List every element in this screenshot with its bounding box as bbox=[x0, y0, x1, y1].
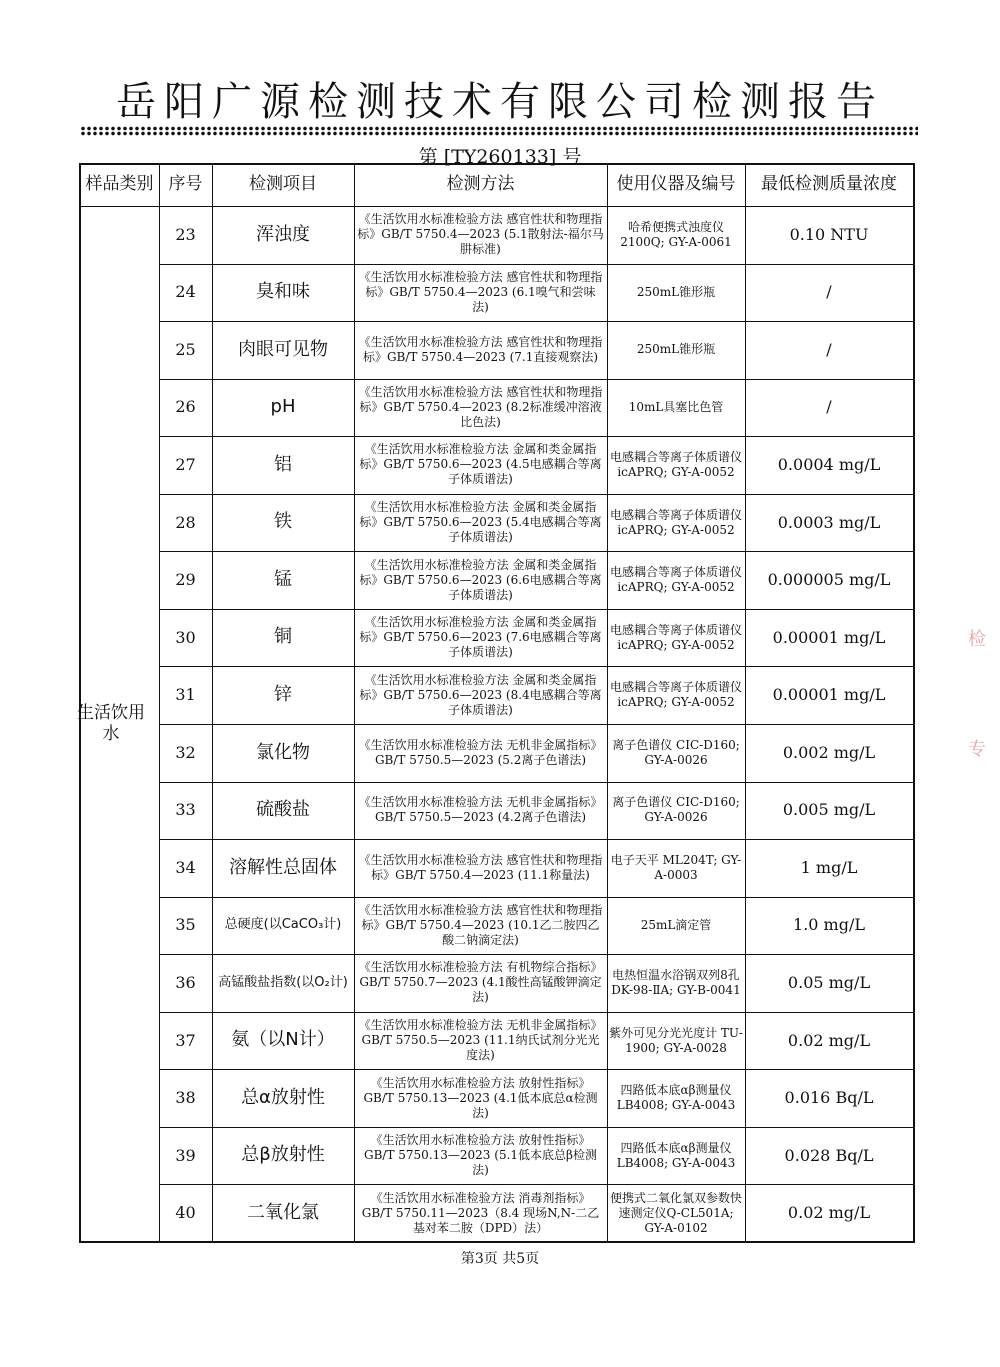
detection-limit: 0.0003 mg/L bbox=[777, 512, 881, 532]
row-number: 28 bbox=[175, 512, 196, 532]
row-number: 34 bbox=[175, 857, 196, 877]
report-number: 第 [TY260133] 号 bbox=[418, 146, 582, 168]
instrument: 离子色谱仪 CIC-D160; GY-A-0026 bbox=[612, 737, 740, 767]
test-item: 氯化物 bbox=[256, 741, 310, 763]
test-method: 《生活饮用水标准检验方法 金属和类金属指标》GB/T 5750.6—2023 (5.4电感耦合等离子体质谱法) bbox=[359, 500, 602, 545]
test-method: 《生活饮用水标准检验方法 金属和类金属指标》GB/T 5750.6—2023 (7.6电感耦合等离子体质谱法) bbox=[359, 615, 602, 660]
header-instrument: 使用仪器及编号 bbox=[616, 174, 736, 195]
row-number: 40 bbox=[175, 1203, 196, 1223]
detection-limit: / bbox=[826, 282, 832, 302]
row-number: 26 bbox=[175, 397, 196, 417]
row-number: 31 bbox=[175, 685, 196, 705]
header-number: 序号 bbox=[168, 174, 203, 195]
instrument: 250mL锥形瓶 bbox=[636, 342, 716, 357]
instrument: 电热恒温水浴锅双列8孔 DK-98-ⅡA; GY-B-0041 bbox=[611, 967, 741, 997]
test-item: pH bbox=[270, 396, 296, 418]
test-item: 高锰酸盐指数(以O₂计) bbox=[218, 974, 348, 990]
test-method: 《生活饮用水标准检验方法 有机物综合指标》GB/T 5750.7—2023 (4.1酸性高锰酸钾滴定法) bbox=[358, 960, 603, 1005]
test-method: 《生活饮用水标准检验方法 无机非金属指标》GB/T 5750.5—2023 (5.2离子色谱法) bbox=[358, 737, 603, 767]
header-test-method: 检测方法 bbox=[446, 174, 515, 195]
row-number: 32 bbox=[175, 742, 196, 762]
test-method: 《生活饮用水标准检验方法 感官性状和物理指标》GB/T 5750.4—2023 (6.1嗅气和尝味法) bbox=[358, 269, 603, 314]
row-number: 25 bbox=[175, 339, 196, 359]
row-number: 27 bbox=[175, 454, 196, 474]
detection-limit: 0.0004 mg/L bbox=[777, 454, 881, 474]
dotted-divider bbox=[80, 126, 918, 136]
instrument: 250mL锥形瓶 bbox=[636, 284, 716, 299]
report-title: 岳阳广源检测技术有限公司检测报告 bbox=[116, 79, 884, 125]
instrument: 电感耦合等离子体质谱仪icAPRQ; GY-A-0052 bbox=[609, 565, 742, 595]
test-item: 浑浊度 bbox=[256, 223, 310, 245]
test-item: 铝 bbox=[274, 453, 292, 475]
detection-limit: 0.028 Bq/L bbox=[784, 1145, 874, 1165]
test-item: 铜 bbox=[274, 626, 292, 648]
row-number: 30 bbox=[175, 627, 196, 647]
header-category: 样品类别 bbox=[85, 174, 154, 195]
test-item: 总β放射性 bbox=[241, 1144, 325, 1166]
instrument: 离子色谱仪 CIC-D160; GY-A-0026 bbox=[612, 795, 740, 825]
instrument: 10mL具塞比色管 bbox=[628, 399, 724, 414]
detection-limit: 0.00001 mg/L bbox=[772, 627, 886, 647]
test-item: 硫酸盐 bbox=[256, 799, 310, 821]
header-detection-limit: 最低检测质量浓度 bbox=[761, 174, 897, 195]
seal-fragment: 专 bbox=[968, 739, 986, 760]
instrument: 四路低本底αβ测量仪 LB4008; GY-A-0043 bbox=[616, 1140, 736, 1170]
test-method: 《生活饮用水标准检验方法 放射性指标》GB/T 5750.13—2023 (4.1低本底总α检测法) bbox=[363, 1075, 598, 1120]
test-method: 《生活饮用水标准检验方法 感官性状和物理指标》GB/T 5750.4—2023 (7.1直接观察法) bbox=[358, 334, 603, 364]
instrument: 哈希便携式浊度仪 2100Q; GY-A-0061 bbox=[620, 219, 732, 249]
instrument: 紫外可见分光光度计 TU-1900; GY-A-0028 bbox=[609, 1025, 743, 1055]
test-method: 《生活饮用水标准检验方法 感官性状和物理指标》GB/T 5750.4—2023 (10.1乙二胺四乙酸二钠滴定法) bbox=[358, 902, 603, 947]
detection-limit: 0.005 mg/L bbox=[782, 800, 876, 820]
detection-limit: 1.0 mg/L bbox=[793, 915, 865, 935]
test-item: 总硬度(以CaCO₃计) bbox=[224, 917, 342, 933]
header-test-item: 检测项目 bbox=[249, 174, 317, 195]
instrument: 电子天平 ML204T; GY-A-0003 bbox=[610, 852, 742, 882]
row-number: 38 bbox=[175, 1088, 196, 1108]
instrument: 电感耦合等离子体质谱仪icAPRQ; GY-A-0052 bbox=[609, 507, 742, 537]
test-method: 《生活饮用水标准检验方法 感官性状和物理指标》GB/T 5750.4—2023 (5.1散射法-福尔马肼标准) bbox=[357, 212, 604, 257]
test-method: 《生活饮用水标准检验方法 感官性状和物理指标》GB/T 5750.4—2023 (8.2标准缓冲溶液比色法) bbox=[358, 384, 603, 429]
test-item: 肉眼可见物 bbox=[238, 338, 328, 360]
instrument: 电感耦合等离子体质谱仪icAPRQ; GY-A-0052 bbox=[609, 680, 742, 710]
test-method: 《生活饮用水标准检验方法 金属和类金属指标》GB/T 5750.6—2023 (4.5电感耦合等离子体质谱法) bbox=[359, 442, 602, 487]
test-item: 铁 bbox=[274, 511, 292, 533]
detection-limit: 1 mg/L bbox=[800, 857, 858, 877]
detection-limit: 0.05 mg/L bbox=[787, 972, 871, 992]
test-method: 《生活饮用水标准检验方法 无机非金属指标》GB/T 5750.5—2023 (11.1纳氏试剂分光光度法) bbox=[358, 1018, 603, 1063]
test-method: 《生活饮用水标准检验方法 无机非金属指标》GB/T 5750.5—2023 (4.2离子色谱法) bbox=[358, 795, 603, 825]
test-item: 臭和味 bbox=[256, 281, 310, 303]
detection-limit: 0.02 mg/L bbox=[787, 1203, 871, 1223]
detection-limit: / bbox=[826, 339, 832, 359]
detection-limit: / bbox=[826, 397, 832, 417]
test-item: 锌 bbox=[274, 683, 292, 705]
row-number: 39 bbox=[175, 1145, 196, 1165]
instrument: 电感耦合等离子体质谱仪icAPRQ; GY-A-0052 bbox=[609, 622, 742, 652]
detection-limit: 0.02 mg/L bbox=[787, 1030, 871, 1050]
detection-limit: 0.00001 mg/L bbox=[772, 685, 886, 705]
instrument: 25mL滴定管 bbox=[640, 917, 712, 932]
row-number: 35 bbox=[175, 915, 196, 935]
test-method: 《生活饮用水标准检验方法 金属和类金属指标》GB/T 5750.6—2023 (6.6电感耦合等离子体质谱法) bbox=[359, 557, 602, 602]
test-item: 氨（以N计） bbox=[231, 1029, 335, 1051]
test-item: 溶解性总固体 bbox=[229, 856, 337, 878]
page-footer: 第3页 共5页 bbox=[460, 1251, 540, 1267]
test-item: 二氧化氯 bbox=[247, 1201, 319, 1223]
test-method: 《生活饮用水标准检验方法 感官性状和物理指标》GB/T 5750.4—2023 (11.1称量法) bbox=[358, 852, 603, 882]
row-number: 29 bbox=[175, 570, 196, 590]
detection-limit: 0.10 NTU bbox=[789, 224, 869, 244]
sample-category: 生活饮用水 bbox=[77, 702, 145, 744]
test-method: 《生活饮用水标准检验方法 消毒剂指标》GB/T 5750.11—2023（8.4 现场N,N-二乙基对苯二胺（DPD）法） bbox=[361, 1190, 600, 1235]
test-item: 总α放射性 bbox=[241, 1086, 325, 1108]
test-method: 《生活饮用水标准检验方法 放射性指标》GB/T 5750.13—2023 (5.1低本底总β检测法) bbox=[364, 1133, 597, 1178]
detection-limit: 0.002 mg/L bbox=[782, 742, 876, 762]
instrument: 便携式二氧化氯双参数快速测定仪Q-CL501A; GY-A-0102 bbox=[609, 1190, 742, 1235]
test-method: 《生活饮用水标准检验方法 金属和类金属指标》GB/T 5750.6—2023 (8.4电感耦合等离子体质谱法) bbox=[359, 672, 602, 717]
detection-limit: 0.000005 mg/L bbox=[767, 570, 891, 590]
row-number: 23 bbox=[175, 224, 196, 244]
row-number: 36 bbox=[175, 972, 196, 992]
instrument: 电感耦合等离子体质谱仪icAPRQ; GY-A-0052 bbox=[609, 449, 742, 479]
test-item: 锰 bbox=[274, 568, 292, 590]
row-number: 33 bbox=[175, 800, 196, 820]
seal-fragment: 检 bbox=[968, 629, 986, 650]
row-number: 24 bbox=[175, 282, 196, 302]
instrument: 四路低本底αβ测量仪 LB4008; GY-A-0043 bbox=[616, 1083, 736, 1113]
row-number: 37 bbox=[175, 1030, 196, 1050]
detection-limit: 0.016 Bq/L bbox=[784, 1088, 874, 1108]
